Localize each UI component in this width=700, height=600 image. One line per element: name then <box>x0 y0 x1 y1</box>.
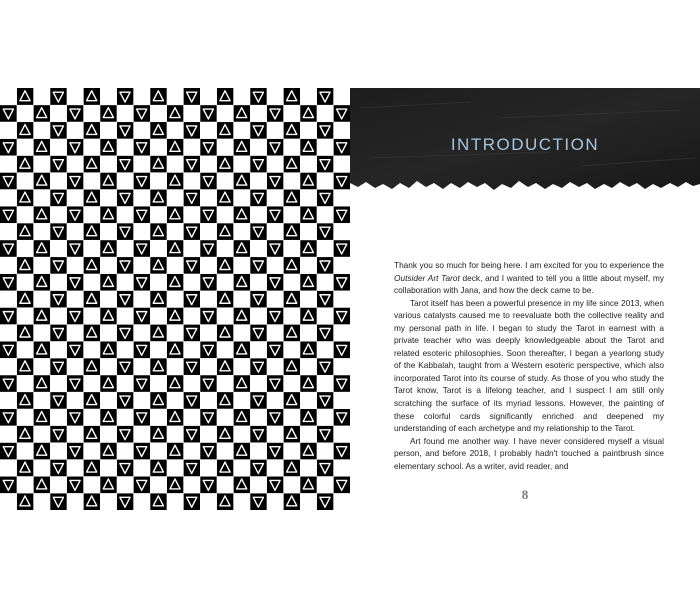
pattern-white-cell <box>200 493 217 510</box>
pattern-white-cell <box>250 172 267 189</box>
pattern-white-cell <box>167 122 184 139</box>
pattern-white-cell <box>100 324 117 341</box>
right-page <box>350 88 700 510</box>
pattern-white-cell <box>117 442 134 459</box>
pattern-white-cell <box>200 459 217 476</box>
pattern-white-cell <box>217 375 234 392</box>
pattern-white-cell <box>233 223 250 240</box>
pattern-white-cell <box>0 358 17 375</box>
pattern-white-cell <box>183 206 200 223</box>
pattern-white-cell <box>233 358 250 375</box>
pattern-white-cell <box>283 172 300 189</box>
pattern-white-cell <box>133 88 150 105</box>
pattern-white-cell <box>67 122 84 139</box>
pattern-white-cell <box>83 442 100 459</box>
pattern-white-cell <box>150 476 167 493</box>
pattern-white-cell <box>33 257 50 274</box>
pattern-white-cell <box>33 426 50 443</box>
pattern-white-cell <box>183 139 200 156</box>
pattern-white-cell <box>100 459 117 476</box>
pattern-white-cell <box>283 409 300 426</box>
body-text <box>394 259 664 472</box>
pattern-white-cell <box>0 189 17 206</box>
pattern-white-cell <box>283 442 300 459</box>
pattern-white-cell <box>0 257 17 274</box>
pattern-white-cell <box>33 358 50 375</box>
pattern-white-cell <box>133 257 150 274</box>
pattern-white-cell <box>267 459 284 476</box>
pattern-white-cell <box>83 139 100 156</box>
pattern-white-cell <box>0 291 17 308</box>
pattern-white-cell <box>83 307 100 324</box>
pattern-white-cell <box>250 139 267 156</box>
pattern-white-cell <box>300 122 317 139</box>
pattern-white-cell <box>133 426 150 443</box>
pattern-white-cell <box>333 122 350 139</box>
pattern-white-cell <box>250 105 267 122</box>
pattern-white-cell <box>183 274 200 291</box>
pattern-white-cell <box>200 426 217 443</box>
pattern-white-cell <box>183 105 200 122</box>
pattern-white-cell <box>83 274 100 291</box>
pattern-white-cell <box>117 139 134 156</box>
pattern-white-cell <box>100 291 117 308</box>
pattern-white-cell <box>167 223 184 240</box>
pattern-white-cell <box>267 122 284 139</box>
pattern-white-cell <box>317 476 334 493</box>
pattern-white-cell <box>133 223 150 240</box>
pattern-white-cell <box>283 341 300 358</box>
pattern-white-cell <box>33 291 50 308</box>
pattern-white-cell <box>250 409 267 426</box>
pattern-white-cell <box>67 358 84 375</box>
pattern-white-cell <box>183 476 200 493</box>
pattern-white-cell <box>317 206 334 223</box>
pattern-white-cell <box>133 324 150 341</box>
pattern-white-cell <box>150 341 167 358</box>
pattern-white-cell <box>150 240 167 257</box>
pattern-white-cell <box>117 274 134 291</box>
pattern-white-cell <box>33 392 50 409</box>
pattern-white-cell <box>167 459 184 476</box>
pattern-white-cell <box>217 105 234 122</box>
pattern-white-cell <box>233 88 250 105</box>
left-page-pattern <box>0 88 350 510</box>
pattern-white-cell <box>317 274 334 291</box>
pattern-white-cell <box>167 88 184 105</box>
pattern-white-cell <box>150 105 167 122</box>
pattern-white-cell <box>33 223 50 240</box>
pattern-white-cell <box>100 189 117 206</box>
paragraph-2: Tarot itself has been a powerful presence in my life since 2013, when various catalysts caused me to reevaluate both the collective reality and my personal path in life. I began to study the Tarot in earnest with a private teacher who was deeply knowledgeable about the Tarot and related esoteric philosophies. Soon thereafter, I began a yearlong study of the Kabbalah, taught from a Western esoteric perspective, which also incorporated Tarot into its course of study. As those of you who study the Tarot know, Tarot is a lifelong teacher, and I suspect I am still only scratching the surface of its myriad lessons. However, the painting of these colorful cards significantly enriched and deepened my understanding of each archetype and my relationship to the Tarot. <box>394 297 664 434</box>
pattern-white-cell <box>17 341 34 358</box>
pattern-white-cell <box>150 139 167 156</box>
pattern-white-cell <box>167 291 184 308</box>
pattern-white-cell <box>117 172 134 189</box>
pattern-white-cell <box>167 324 184 341</box>
pattern-white-cell <box>133 189 150 206</box>
pattern-white-cell <box>333 257 350 274</box>
pattern-white-cell <box>150 409 167 426</box>
paragraph-1: Thank you so much for being here. I am excited for you to experience the Outsider Art Tarot deck, and I wanted to tell you a little about myself, my collaboration with Jana, and how the deck came to be. <box>394 260 664 296</box>
pattern-white-cell <box>67 257 84 274</box>
pattern-white-cell <box>183 341 200 358</box>
pattern-white-cell <box>233 156 250 173</box>
pattern-white-cell <box>283 139 300 156</box>
pattern-white-cell <box>117 476 134 493</box>
pattern-white-cell <box>0 88 17 105</box>
pattern-white-cell <box>267 223 284 240</box>
pattern-white-cell <box>33 189 50 206</box>
pattern-white-cell <box>250 206 267 223</box>
chalkboard-header <box>350 88 700 193</box>
pattern-white-cell <box>333 88 350 105</box>
pattern-white-cell <box>167 257 184 274</box>
pattern-white-cell <box>117 105 134 122</box>
pattern-white-cell <box>167 358 184 375</box>
pattern-white-cell <box>50 105 67 122</box>
pattern-white-cell <box>150 307 167 324</box>
pattern-white-cell <box>50 240 67 257</box>
pattern-white-cell <box>67 156 84 173</box>
pattern-white-cell <box>0 426 17 443</box>
pattern-white-cell <box>33 493 50 510</box>
pattern-white-cell <box>100 88 117 105</box>
pattern-white-cell <box>0 324 17 341</box>
pattern-white-cell <box>300 358 317 375</box>
pattern-white-cell <box>333 358 350 375</box>
pattern-white-cell <box>283 476 300 493</box>
pattern-white-cell <box>0 392 17 409</box>
pattern-white-cell <box>67 291 84 308</box>
pattern-white-cell <box>50 172 67 189</box>
pattern-white-cell <box>100 493 117 510</box>
pattern-white-cell <box>133 493 150 510</box>
pattern-white-cell <box>333 493 350 510</box>
pattern-white-cell <box>133 156 150 173</box>
pattern-white-cell <box>317 139 334 156</box>
pattern-white-cell <box>150 206 167 223</box>
pattern-white-cell <box>217 476 234 493</box>
pattern-white-cell <box>33 459 50 476</box>
pattern-white-cell <box>217 409 234 426</box>
pattern-white-cell <box>117 409 134 426</box>
pattern-white-cell <box>233 122 250 139</box>
pattern-white-cell <box>283 206 300 223</box>
pattern-white-cell <box>67 426 84 443</box>
pattern-white-cell <box>217 274 234 291</box>
pattern-white-cell <box>83 172 100 189</box>
pattern-white-cell <box>133 122 150 139</box>
pattern-white-cell <box>0 156 17 173</box>
pattern-white-cell <box>167 189 184 206</box>
pattern-white-cell <box>167 426 184 443</box>
pattern-white-cell <box>267 291 284 308</box>
pattern-white-cell <box>183 240 200 257</box>
pattern-white-cell <box>17 139 34 156</box>
pattern-white-cell <box>17 172 34 189</box>
pattern-white-cell <box>233 324 250 341</box>
pattern-white-cell <box>50 442 67 459</box>
pattern-white-cell <box>17 206 34 223</box>
pattern-white-cell <box>217 341 234 358</box>
pattern-white-cell <box>250 476 267 493</box>
pattern-white-cell <box>333 223 350 240</box>
page-number: 8 <box>521 487 529 502</box>
pattern-white-cell <box>200 324 217 341</box>
pattern-white-cell <box>233 257 250 274</box>
pattern-white-cell <box>200 189 217 206</box>
pattern-white-cell <box>100 122 117 139</box>
pattern-white-cell <box>233 459 250 476</box>
pattern-white-cell <box>333 291 350 308</box>
pattern-white-cell <box>100 257 117 274</box>
pattern-white-cell <box>17 240 34 257</box>
pattern-white-cell <box>283 105 300 122</box>
pattern-white-cell <box>183 307 200 324</box>
pattern-white-cell <box>17 274 34 291</box>
pattern-white-cell <box>117 240 134 257</box>
pattern-white-cell <box>267 189 284 206</box>
pattern-white-cell <box>250 240 267 257</box>
pattern-white-cell <box>283 274 300 291</box>
pattern-white-cell <box>133 392 150 409</box>
pattern-white-cell <box>67 223 84 240</box>
pattern-white-cell <box>150 375 167 392</box>
pattern-white-cell <box>183 409 200 426</box>
pattern-white-cell <box>233 392 250 409</box>
pattern-white-cell <box>333 392 350 409</box>
pattern-white-cell <box>317 240 334 257</box>
pattern-white-cell <box>233 426 250 443</box>
pattern-white-cell <box>233 189 250 206</box>
pattern-white-cell <box>267 156 284 173</box>
pattern-white-cell <box>67 189 84 206</box>
pattern-white-cell <box>50 476 67 493</box>
pattern-white-cell <box>300 257 317 274</box>
pattern-white-cell <box>250 274 267 291</box>
pattern-white-cell <box>133 291 150 308</box>
pattern-white-cell <box>333 459 350 476</box>
pattern-white-cell <box>50 375 67 392</box>
pattern-white-cell <box>283 240 300 257</box>
pattern-white-cell <box>83 105 100 122</box>
pattern-white-cell <box>17 442 34 459</box>
pattern-white-cell <box>333 189 350 206</box>
pattern-white-cell <box>150 274 167 291</box>
pattern-white-cell <box>0 122 17 139</box>
pattern-white-cell <box>33 88 50 105</box>
pattern-white-cell <box>317 442 334 459</box>
pattern-white-cell <box>283 307 300 324</box>
pattern-white-cell <box>250 307 267 324</box>
pattern-white-cell <box>267 392 284 409</box>
pattern-white-cell <box>300 392 317 409</box>
pattern-white-cell <box>83 240 100 257</box>
pattern-white-cell <box>17 476 34 493</box>
pattern-white-cell <box>17 409 34 426</box>
pattern-white-cell <box>133 358 150 375</box>
pattern-white-cell <box>167 156 184 173</box>
pattern-white-cell <box>183 442 200 459</box>
pattern-white-cell <box>267 324 284 341</box>
pattern-white-cell <box>233 291 250 308</box>
pattern-white-cell <box>217 172 234 189</box>
pattern-white-cell <box>150 442 167 459</box>
pattern-white-cell <box>0 459 17 476</box>
pattern-white-cell <box>300 324 317 341</box>
pattern-white-cell <box>117 375 134 392</box>
pattern-white-cell <box>50 341 67 358</box>
pattern-white-cell <box>50 206 67 223</box>
pattern-white-cell <box>117 206 134 223</box>
pattern-white-cell <box>50 139 67 156</box>
pattern-white-cell <box>33 156 50 173</box>
pattern-white-cell <box>117 307 134 324</box>
pattern-white-cell <box>50 409 67 426</box>
pattern-white-cell <box>300 291 317 308</box>
pattern-white-cell <box>200 156 217 173</box>
pattern-white-cell <box>300 223 317 240</box>
pattern-white-cell <box>100 358 117 375</box>
pattern-white-cell <box>217 240 234 257</box>
pattern-white-cell <box>317 172 334 189</box>
pattern-white-cell <box>200 88 217 105</box>
pattern-white-cell <box>67 493 84 510</box>
paragraph-3: Art found me another way. I have never considered myself a visual person, and before 2018, I probably hadn't touched a paintbrush since elementary school. As a writer, avid reader, and <box>394 435 664 471</box>
pattern-white-cell <box>50 274 67 291</box>
pattern-white-cell <box>267 493 284 510</box>
pattern-white-cell <box>167 392 184 409</box>
pattern-white-cell <box>250 341 267 358</box>
pattern-white-cell <box>317 105 334 122</box>
pattern-white-cell <box>300 156 317 173</box>
pattern-white-cell <box>217 206 234 223</box>
pattern-white-cell <box>83 206 100 223</box>
pattern-white-cell <box>83 409 100 426</box>
pattern-white-cell <box>167 493 184 510</box>
pattern-white-cell <box>150 172 167 189</box>
pattern-white-cell <box>200 223 217 240</box>
pattern-white-cell <box>183 375 200 392</box>
pattern-white-cell <box>267 257 284 274</box>
pattern-white-cell <box>333 156 350 173</box>
pattern-white-cell <box>67 459 84 476</box>
pattern-white-cell <box>250 375 267 392</box>
pattern-white-cell <box>67 392 84 409</box>
pattern-white-cell <box>100 426 117 443</box>
pattern-white-cell <box>283 375 300 392</box>
pattern-white-cell <box>133 459 150 476</box>
pattern-white-cell <box>317 375 334 392</box>
pattern-white-cell <box>317 409 334 426</box>
pattern-white-cell <box>33 122 50 139</box>
chapter-title: INTRODUCTION <box>450 135 600 154</box>
pattern-white-cell <box>300 189 317 206</box>
pattern-white-cell <box>200 358 217 375</box>
pattern-white-cell <box>50 307 67 324</box>
pattern-white-cell <box>300 459 317 476</box>
pattern-white-cell <box>67 324 84 341</box>
pattern-white-cell <box>217 442 234 459</box>
pattern-white-cell <box>200 291 217 308</box>
pattern-white-cell <box>117 341 134 358</box>
pattern-white-cell <box>217 139 234 156</box>
pattern-white-cell <box>67 88 84 105</box>
pattern-white-cell <box>300 426 317 443</box>
pattern-white-cell <box>83 341 100 358</box>
pattern-white-cell <box>300 493 317 510</box>
pattern-white-cell <box>300 88 317 105</box>
pattern-white-cell <box>333 426 350 443</box>
pattern-white-cell <box>333 324 350 341</box>
pattern-white-cell <box>33 324 50 341</box>
pattern-white-cell <box>200 122 217 139</box>
pattern-white-cell <box>267 88 284 105</box>
pattern-white-cell <box>217 307 234 324</box>
pattern-white-cell <box>200 257 217 274</box>
pattern-white-cell <box>100 156 117 173</box>
pattern-white-cell <box>250 442 267 459</box>
pattern-white-cell <box>317 341 334 358</box>
pattern-white-cell <box>83 476 100 493</box>
pattern-white-cell <box>317 307 334 324</box>
pattern-white-cell <box>17 375 34 392</box>
pattern-white-cell <box>183 172 200 189</box>
pattern-white-cell <box>17 307 34 324</box>
pattern-white-cell <box>83 375 100 392</box>
pattern-white-cell <box>17 105 34 122</box>
pattern-white-cell <box>267 358 284 375</box>
pattern-white-cell <box>0 493 17 510</box>
pattern-white-cell <box>100 223 117 240</box>
pattern-white-cell <box>233 493 250 510</box>
pattern-white-cell <box>100 392 117 409</box>
pattern-white-cell <box>200 392 217 409</box>
checkerboard-triangle-pattern <box>0 88 350 510</box>
pattern-white-cell <box>0 223 17 240</box>
pattern-white-cell <box>267 426 284 443</box>
